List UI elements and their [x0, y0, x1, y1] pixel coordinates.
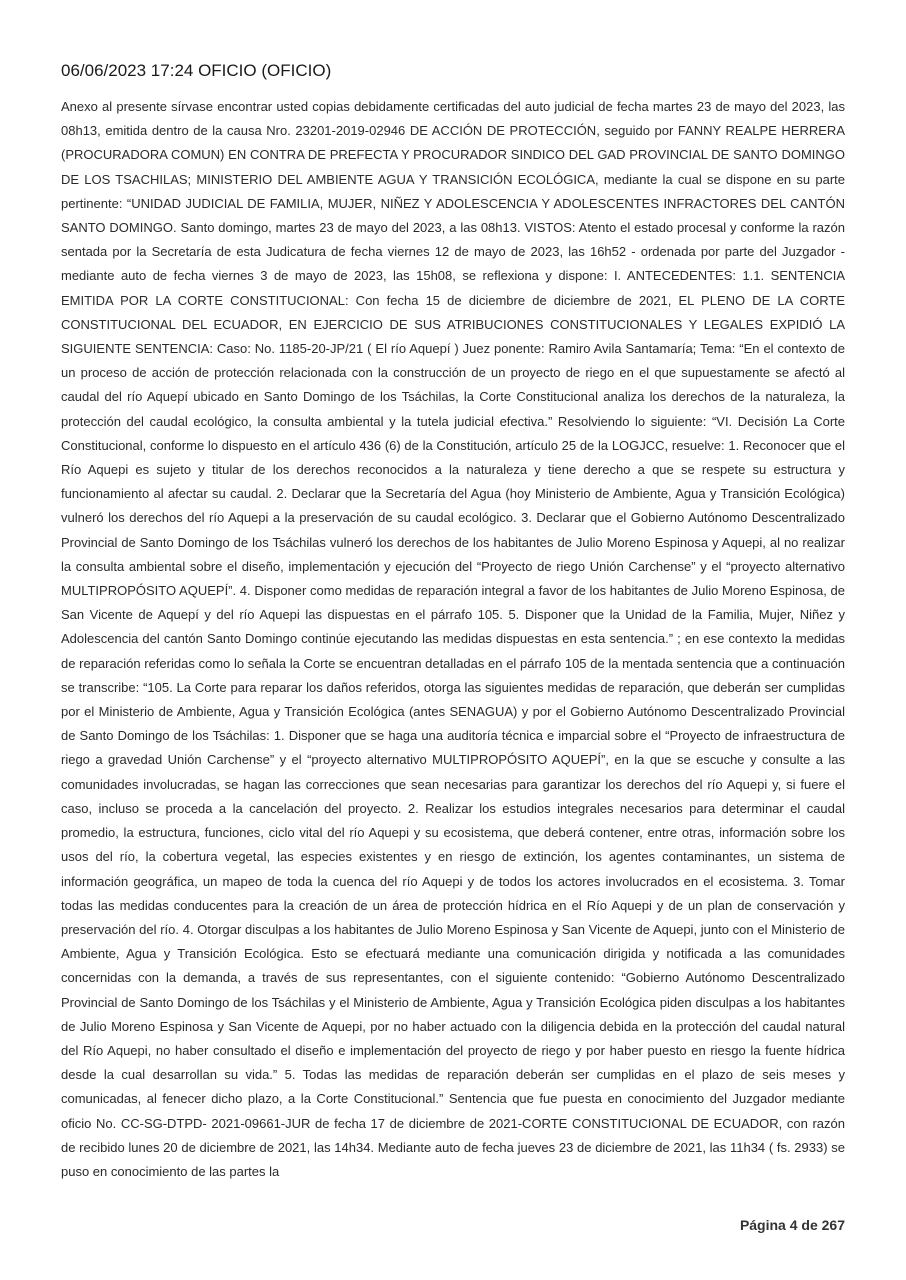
- document-title: 06/06/2023 17:24 OFICIO (OFICIO): [61, 61, 332, 80]
- page-number: Página 4 de 267: [739, 1217, 845, 1233]
- document-body-text: Anexo al presente sírvase encontrar usted copias debidamente certificadas del auto judicial de fecha martes 23 de mayo del 2023, las 08h13, emitida dentro de la causa Nro. 23201-2019-02946 DE ACCIÓN DE PROTECCIÓN, seguido por FANNY REALPE HERRERA (PROCURADORA COMUN) EN CONTRA DE PREFECTA Y PROCURADOR SINDICO DEL GAD PROVINCIAL DE SANTO DOMINGO DE LOS TSACHILAS; MINISTERIO DEL AMBIENTE AGUA Y TRANSICIÓN ECOLÓGICA, mediante la cual se dispone en su parte pertinente: “UNIDAD JUDICIAL DE FAMILIA, MUJER, NIÑEZ Y ADOLESCENCIA Y ADOLESCENTES INFRACTORES DEL CANTÓN SANTO DOMINGO. Santo domingo, martes 23 de mayo del 2023, a las 08h13. VISTOS: Atento el estado procesal y conforme la razón sentada por la Secretaría de esta Judicatura de fecha viernes 12 de mayo de 2023, las 16h52 - ordenada por parte del Juzgador - mediante auto de fecha viernes 3 de mayo de 2023, las 15h08, se reflexiona y dispone: I. ANTECEDENTES: 1.1. SENTENCIA EMITIDA POR LA CORTE CONSTITUCIONAL: Con fecha 15 de diciembre de diciembre de 2021, EL PLENO DE LA CORTE CONSTITUCIONAL DEL ECUADOR, EN EJERCICIO DE SUS ATRIBUCIONES CONSTITUCIONALES Y LEGALES EXPIDIÓ LA SIGUIENTE SENTENCIA: Caso: No. 1185-20-JP/21 ( El río Aquepí ) Juez ponente: Ramiro Avila Santamaría; Tema: “En el contexto de un proceso de acción de protección relacionada con la construcción de un proyecto de riego en el que supuestamente se afectó al caudal del río Aquepí ubicado en Santo Domingo de los Tsáchilas, la Corte Constitucional analiza los derechos de la naturaleza, la protección del caudal ecológico, la consulta ambiental y la tutela judicial efectiva.” Resolviendo lo siguiente: “VI. Decisión La Corte Constitucional, conforme lo dispuesto en el artículo 436 (6) de la Constitución, artículo 25 de la LOGJCC, resuelve: 1. Reconocer que el Río Aquepi es sujeto y titular de los derechos reconocidos a la naturaleza y tiene derecho a que se respete su estructura y funcionamiento al afectar su caudal. 2. Declarar que la Secretaría del Agua (hoy Ministerio de Ambiente, Agua y Transición Ecológica) vulneró los derechos del río Aquepi a la preservación de su caudal ecológico. 3. Declarar que el Gobierno Autónomo Descentralizado Provincial de Santo Domingo de los Tsáchilas vulneró los derechos de los habitantes de Julio Moreno Espinosa y Aquepi, al no realizar la consulta ambiental sobre el diseño, implementación y ejecución del “Proyecto de riego Unión Carchense” y el “proyecto alternativo MULTIPROPÓSITO AQUEPÍ”. 4. Disponer como medidas de reparación integral a favor de los habitantes de Julio Moreno Espinosa, de San Vicente de Aquepí y del río Aquepi las dispuestas en el párrafo 105. 5. Disponer que la Unidad de la Familia, Mujer, Niñez y Adolescencia del cantón Santo Domingo continúe ejecutando las medidas dispuestas en esta sentencia.” ; en ese contexto la medidas de reparación referidas como lo señala la Corte se encuentran detalladas en el párrafo 105 de la mentada sentencia que a continuación se transcribe: “105. La Corte para reparar los daños referidos, otorga las siguientes medidas de reparación, que deberán ser cumplidas por el Ministerio de Ambiente, Agua y Transición Ecológica (antes SENAGUA) y por el Gobierno Autónomo Descentralizado Provincial de Santo Domingo de los Tsáchilas: 1. Disponer que se haga una auditoría técnica e imparcial sobre el “Proyecto de infraestructura de riego a gravedad Unión Carchense” y el “proyecto alternativo MULTIPROPÓSITO AQUEPÍ”, en la que se escuche y consulte a las comunidades involucradas, se hagan las correcciones que sean necesarias para garantizar los derechos del río Aquepi y, si fuere el caso, incluso se proceda a la cancelación del proyecto. 2. Realizar los estudios integrales necesarios para determinar el caudal promedio, la estructura, funciones, ciclo vital del río Aquepi y su ecosistema, que deberá contener, entre otras, información sobre los usos del río, la cobertura vegetal, las especies existentes y en riesgo de extinción, los agentes contaminantes, un sistema de información geográfica, un mapeo de toda la cuenca del río Aquepi y de todos los actores involucrados en el ecosistema. 3. Tomar todas las medidas conducentes para la creación de un área de protección hídrica en el Río Aquepi y de un plan de conservación y preservación del río. 4. Otorgar disculpas a los habitantes de Julio Moreno Espinosa y San Vicente de Aquepi, junto con el Ministerio de Ambiente, Agua y Transición Ecológica. Esto se efectuará mediante una comunicación dirigida y notificada a las comunidades concernidas con la demanda, a través de sus representantes, con el siguiente contenido: “Gobierno Autónomo Descentralizado Provincial de Santo Domingo de los Tsáchilas y el Ministerio de Ambiente, Agua y Transición Ecológica piden disculpas a los habitantes de Julio Moreno Espinosa y San Vicente de Aquepi, por no haber actuado con la diligencia debida en la protección del caudal natural del Río Aquepi, no haber consultado el diseño e implementación del proyecto de riego y por haber puesto en riesgo la fuente hídrica desde la cual desarrollan su vida.” 5. Todas las medidas de reparación deberán ser cumplidas en el plazo de seis meses y comunicadas, al fenecer dicho plazo, a la Corte Constitucional.” Sentencia que fue puesta en conocimiento del Juzgador mediante oficio No. CC-SG-DTPD- 2021-09661-JUR de fecha 17 de diciembre de 2021-CORTE CONSTITUCIONAL DE ECUADOR, con razón de recibido lunes 20 de diciembre de 2021, las 14h34. Mediante auto de fecha jueves 23 de diciembre de 2021, las 11h34 ( fs. 2933) se puso en conocimiento de las partes la: [61, 99, 845, 1179]
